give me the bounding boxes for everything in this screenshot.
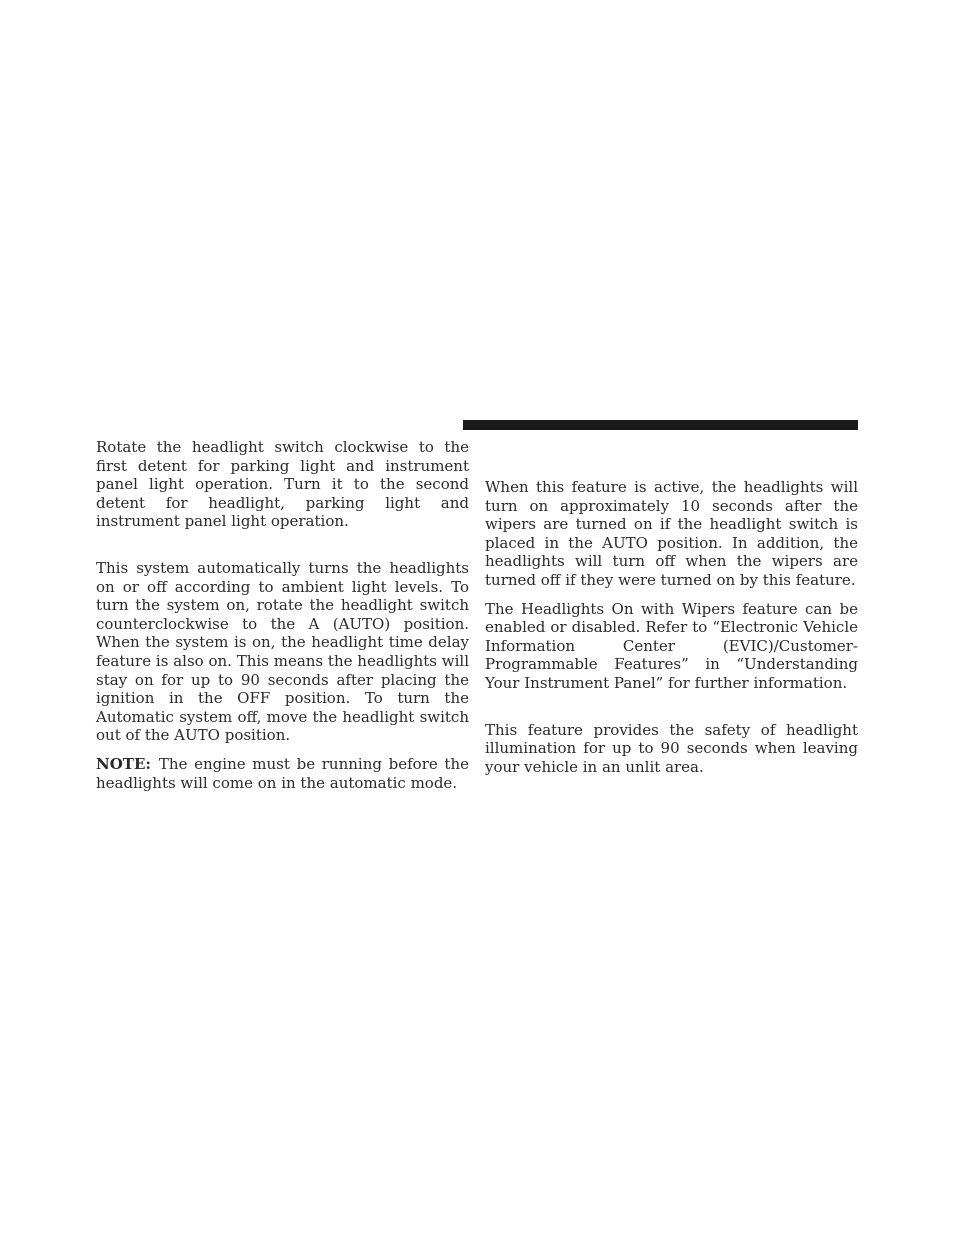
right-column bbox=[485, 478, 858, 776]
section-rule-bar bbox=[463, 420, 858, 430]
note-label: NOTE: bbox=[96, 754, 151, 773]
automatic-headlights-paragraph: This system automatically turns the headlights on or off according to ambient light levels. To turn the system on, rotate the headlight switch counterclockwise to the A (AUTO) position. When the system is on, the headlight time delay feature is also on. This means the headlights will stay on for up to 90 seconds after placing the ignition in the OFF position. To turn the Automatic system off, move the headlight switch out of the AUTO position. bbox=[96, 558, 469, 745]
time-delay-paragraph: This feature provides the safety of headlight illumination for up to 90 seconds when leaving your vehicle in an unlit area. bbox=[485, 720, 858, 776]
parking-light-paragraph: Rotate the headlight switch clockwise to the first detent for parking light and instrument panel light operation. Turn it to the second detent for headlight, parking light and instrument panel light operation. bbox=[96, 438, 469, 531]
note-text: The engine must be running before the headlights will come on in the automatic mode. bbox=[96, 754, 469, 792]
note-paragraph bbox=[96, 755, 469, 792]
headlights-with-wipers-paragraph: When this feature is active, the headlights will turn on approximately 10 seconds after the wipers are turned on if the headlight switch is placed in the AUTO position. In addition, the headlights will turn off when the wipers are turned off if they were turned on by this feature. bbox=[485, 478, 858, 589]
left-column bbox=[96, 438, 469, 792]
feature-enable-paragraph: The Headlights On with Wipers feature can be enabled or disabled. Refer to “Electronic Vehicle Information Center (EVIC)/Customer-Programmable Features” in “Understanding Your Instrument Panel” for further information. bbox=[485, 599, 858, 692]
